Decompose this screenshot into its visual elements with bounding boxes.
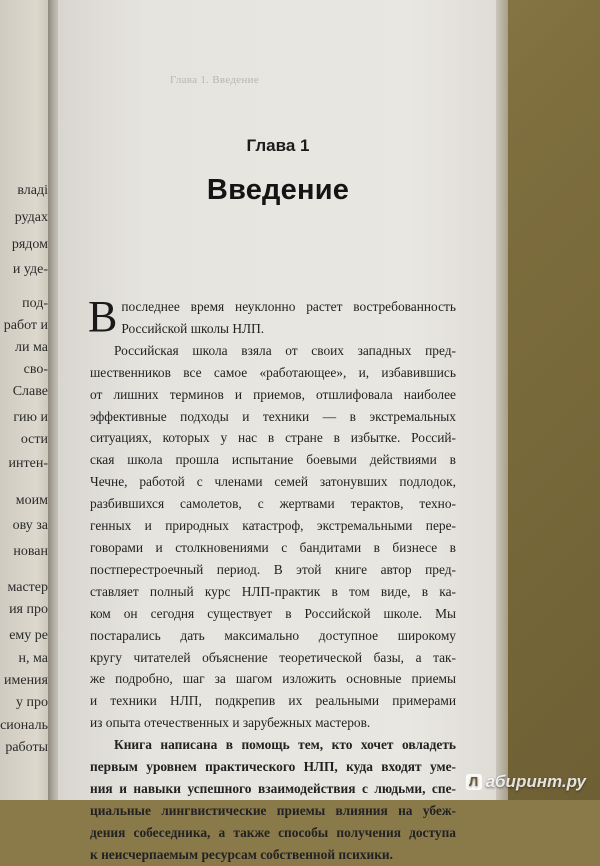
chapter-body xyxy=(88,292,456,866)
left-page-fragment: под- xyxy=(22,296,48,311)
left-page-fragment: имения xyxy=(4,673,48,688)
text-line: генных и природных катастроф, экстремальными пере- xyxy=(90,518,456,534)
running-head: Глава 1. Введение xyxy=(170,74,260,86)
text-line: ситуациях, которых у нас в стране в избытке. Россий- xyxy=(90,430,456,446)
left-page-fragment: ли ма xyxy=(15,340,48,355)
page-edge xyxy=(496,0,508,800)
text-line: же подробно, шаг за шагом изложить основные приемы xyxy=(90,671,456,687)
left-page-fragment: сво- xyxy=(23,362,48,377)
text-line: кругу читателей объяснение теоретической базы, а так- xyxy=(90,649,456,665)
text-line: от лишних терминов и приемов, отшлифовала наиболее xyxy=(90,386,456,402)
text-line: разбившихся самолетов, с жертвами терактов, техно- xyxy=(90,496,456,512)
text-line: Книга написана в помощь тем, кто хочет овладеть xyxy=(114,737,456,753)
left-page-fragment: сиональ xyxy=(0,718,48,733)
text-line: постарались дать максимально доступное широкому xyxy=(90,627,456,643)
left-page-fragment: ову за xyxy=(12,518,48,533)
left-page-fragment: нован xyxy=(13,544,48,559)
text-line: последнее время неуклонно растет востребованность xyxy=(121,299,456,314)
left-page-fragment: гию и xyxy=(13,410,48,425)
text-line: дения собеседника, а также способы получения доступа xyxy=(90,824,456,840)
left-page-fragment: работ и xyxy=(3,318,48,333)
text-line: Чечне, работой с членами семей затонувших подлодок, xyxy=(90,474,456,490)
left-page-fragment: Славе xyxy=(12,384,48,399)
text-line: циальные лингвистические приемы влияния на убеж- xyxy=(90,802,456,818)
text-line: постперестроечный период. В этой книге автор пред- xyxy=(90,561,456,577)
labirint-watermark xyxy=(466,772,586,792)
left-page-fragment: ости xyxy=(20,432,48,447)
text-line: ком он сегодня существует в Российской школе. Мы xyxy=(90,605,456,621)
left-page-fragment: рудах xyxy=(14,210,48,225)
text-line: шественников все самое «работающее», и, избавившись xyxy=(90,364,456,380)
chapter-title: Введение xyxy=(206,174,350,206)
text-line: говорами и столкновениями с бандитами в бизнесе в xyxy=(90,539,456,555)
left-page-fragment: мастер xyxy=(7,580,48,595)
left-page-fragment: ия про xyxy=(9,602,48,617)
text-line: ния и навыки успешного взаимодействия с людьми, спе- xyxy=(90,780,456,796)
text-line: и техники НЛП, подкрепив их реальными примерами xyxy=(90,693,456,709)
text-line: первым уровнем практического НЛП, куда входят уме- xyxy=(90,759,456,775)
left-facing-page xyxy=(0,0,52,800)
labirint-logo-icon: Л xyxy=(466,774,482,790)
text-line: Российской школы НЛП. xyxy=(121,320,265,336)
text-line: Российская школа взяла от своих западных пред- xyxy=(114,342,456,358)
text-line: ставляет полный курс НЛП-практик в том виде, в ка- xyxy=(90,583,456,599)
left-page-fragment: рядом xyxy=(11,237,48,252)
watermark-text: абиринт.ру xyxy=(485,772,586,791)
left-page-fragment: ему ре xyxy=(9,628,48,643)
left-page-fragment: владі xyxy=(17,183,48,198)
left-page-fragment: моим xyxy=(15,493,48,508)
paragraph-2 xyxy=(90,340,456,734)
text-line: эффективные подходы и техники — в экстремальных xyxy=(90,408,456,424)
left-page-fragment: у про xyxy=(16,695,48,710)
left-page-fragment: н, ма xyxy=(18,651,48,666)
text-line: к неисчерпаемым ресурсам собственной психики. xyxy=(90,846,393,862)
drop-cap: В xyxy=(88,292,118,341)
text-line: из опыта отечественных и зарубежных мастеров. xyxy=(90,715,371,731)
left-page-fragment: работы xyxy=(5,740,48,755)
paragraph-1 xyxy=(88,292,456,341)
chapter-label: Глава 1 xyxy=(246,136,310,155)
left-page-fragment: интен- xyxy=(8,456,48,471)
text-line: ская школа прошла испытание боевыми действиями в xyxy=(90,452,456,468)
left-page-fragment: и уде- xyxy=(12,262,48,277)
